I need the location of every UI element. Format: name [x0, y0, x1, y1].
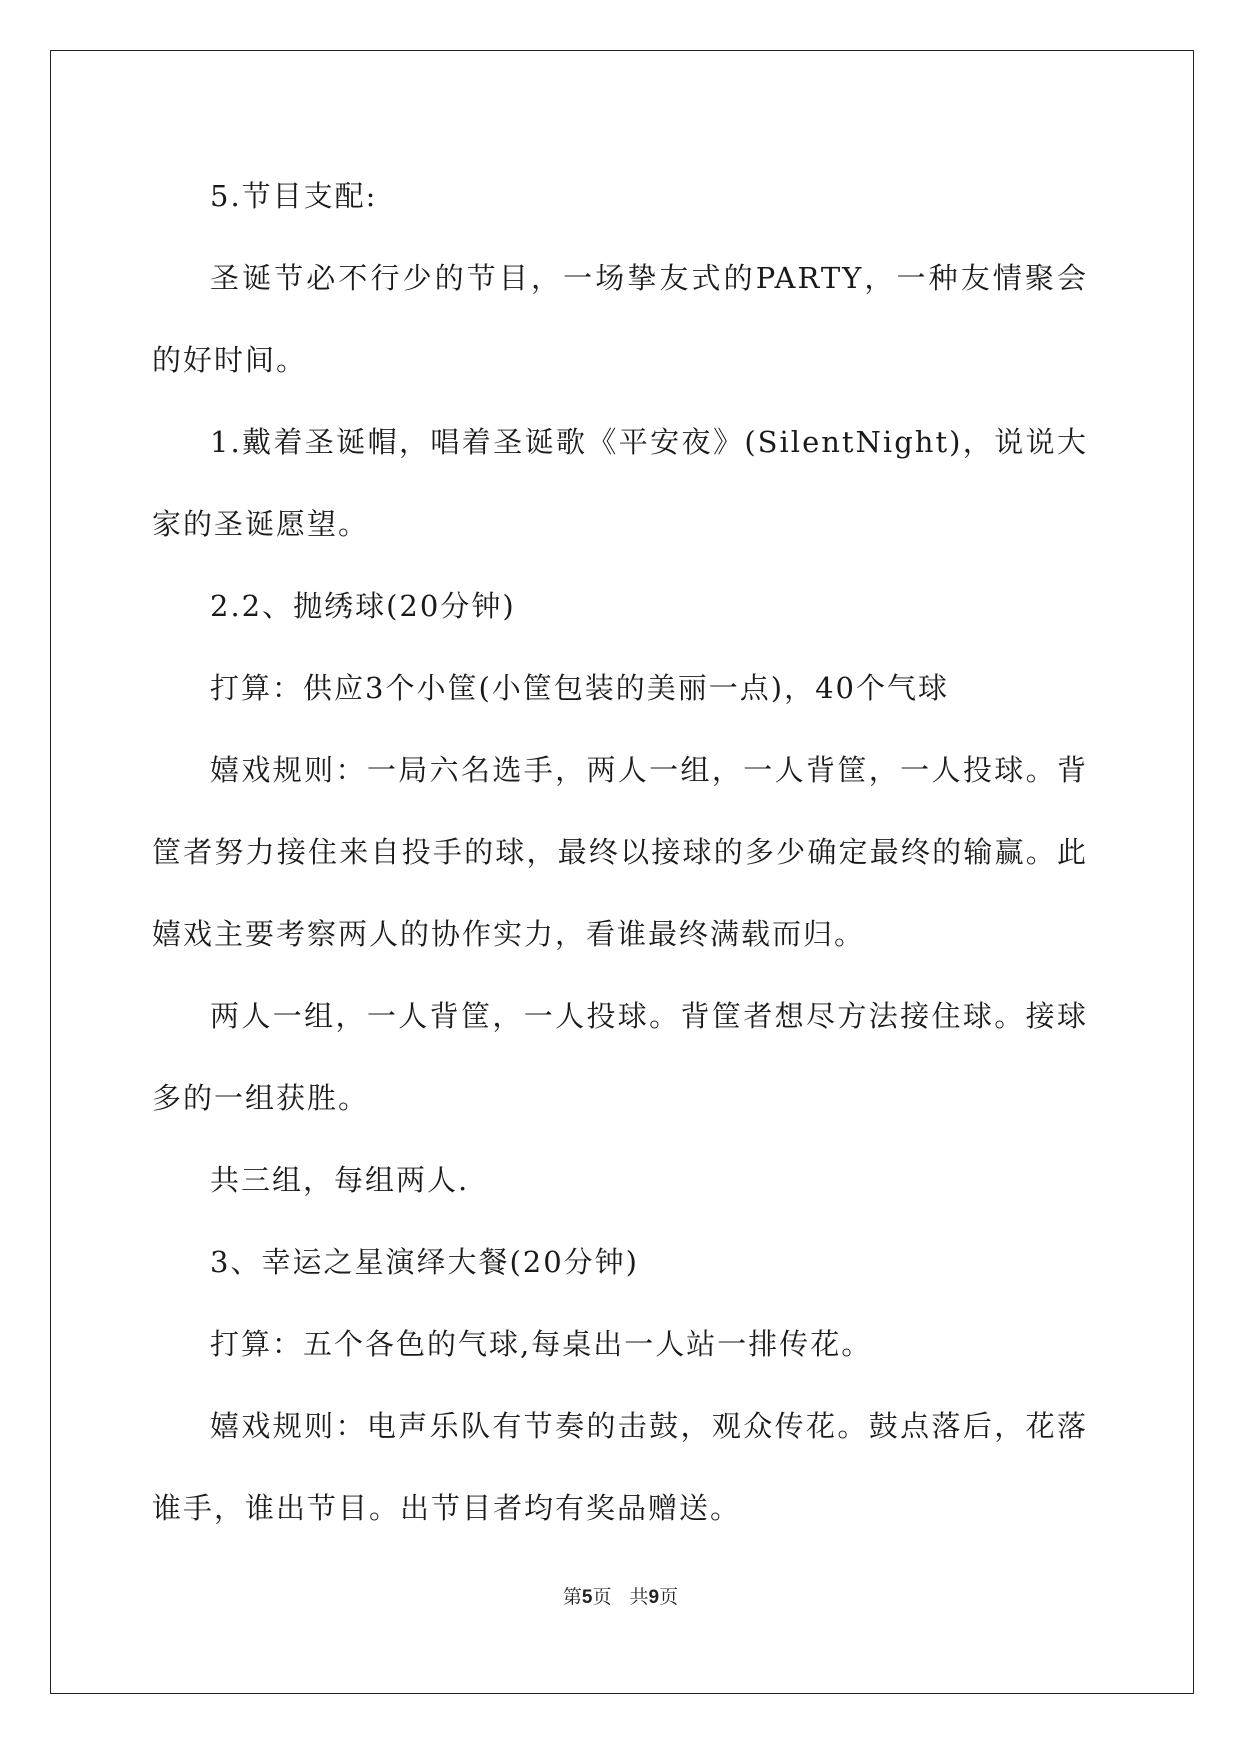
paragraph-item-3-title: 3、幸运之星演绎大餐(20分钟) — [210, 1245, 639, 1279]
footer-total-suffix: 页 — [659, 1586, 679, 1608]
paragraph-item-2-prep: 打算：供应3个小筐(小筐包装的美丽一点)，40个气球 — [210, 671, 949, 705]
paragraph-item-3-rules: 嬉戏规则：电声乐队有节奏的击鼓，观众传花。鼓点落后，花落谁手，谁出节目。出节目者均有奖品赠送。 — [152, 1409, 1088, 1525]
paragraph-item-1: 1.戴着圣诞帽，唱着圣诞歌《平安夜》(SilentNight)，说说大家的圣诞愿望。 — [152, 425, 1088, 541]
current-page-number: 5 — [581, 1587, 593, 1608]
paragraph-item-2-summary: 两人一组，一人背筐，一人投球。背筐者想尽方法接住球。接球多的一组获胜。 — [152, 999, 1088, 1115]
section-heading-program: 5.节目支配: — [210, 179, 378, 213]
paragraph-item-2-rules: 嬉戏规则：一局六名选手，两人一组，一人背筐，一人投球。背筐者努力接住来自投手的球，最终以接球的多少确定最终的输赢。此嬉戏主要考察两人的协作实力，看谁最终满载而归。 — [152, 753, 1088, 951]
total-pages-number: 9 — [648, 1587, 660, 1608]
footer-page-suffix: 页 — [592, 1586, 612, 1608]
paragraph-intro: 圣诞节必不行少的节目，一场挚友式的PARTY，一种友情聚会的好时间。 — [152, 261, 1088, 377]
paragraph-item-2-title: 2.2、抛绣球(20分钟) — [210, 589, 516, 623]
page-footer — [0, 1582, 1241, 1609]
document-body — [152, 155, 1088, 1549]
paragraph-item-2-groups: 共三组，每组两人. — [210, 1163, 470, 1197]
footer-total-prefix: 共 — [629, 1586, 649, 1608]
footer-prefix: 第 — [562, 1586, 582, 1608]
paragraph-item-3-prep: 打算：五个各色的气球,每桌出一人站一排传花。 — [210, 1327, 873, 1361]
